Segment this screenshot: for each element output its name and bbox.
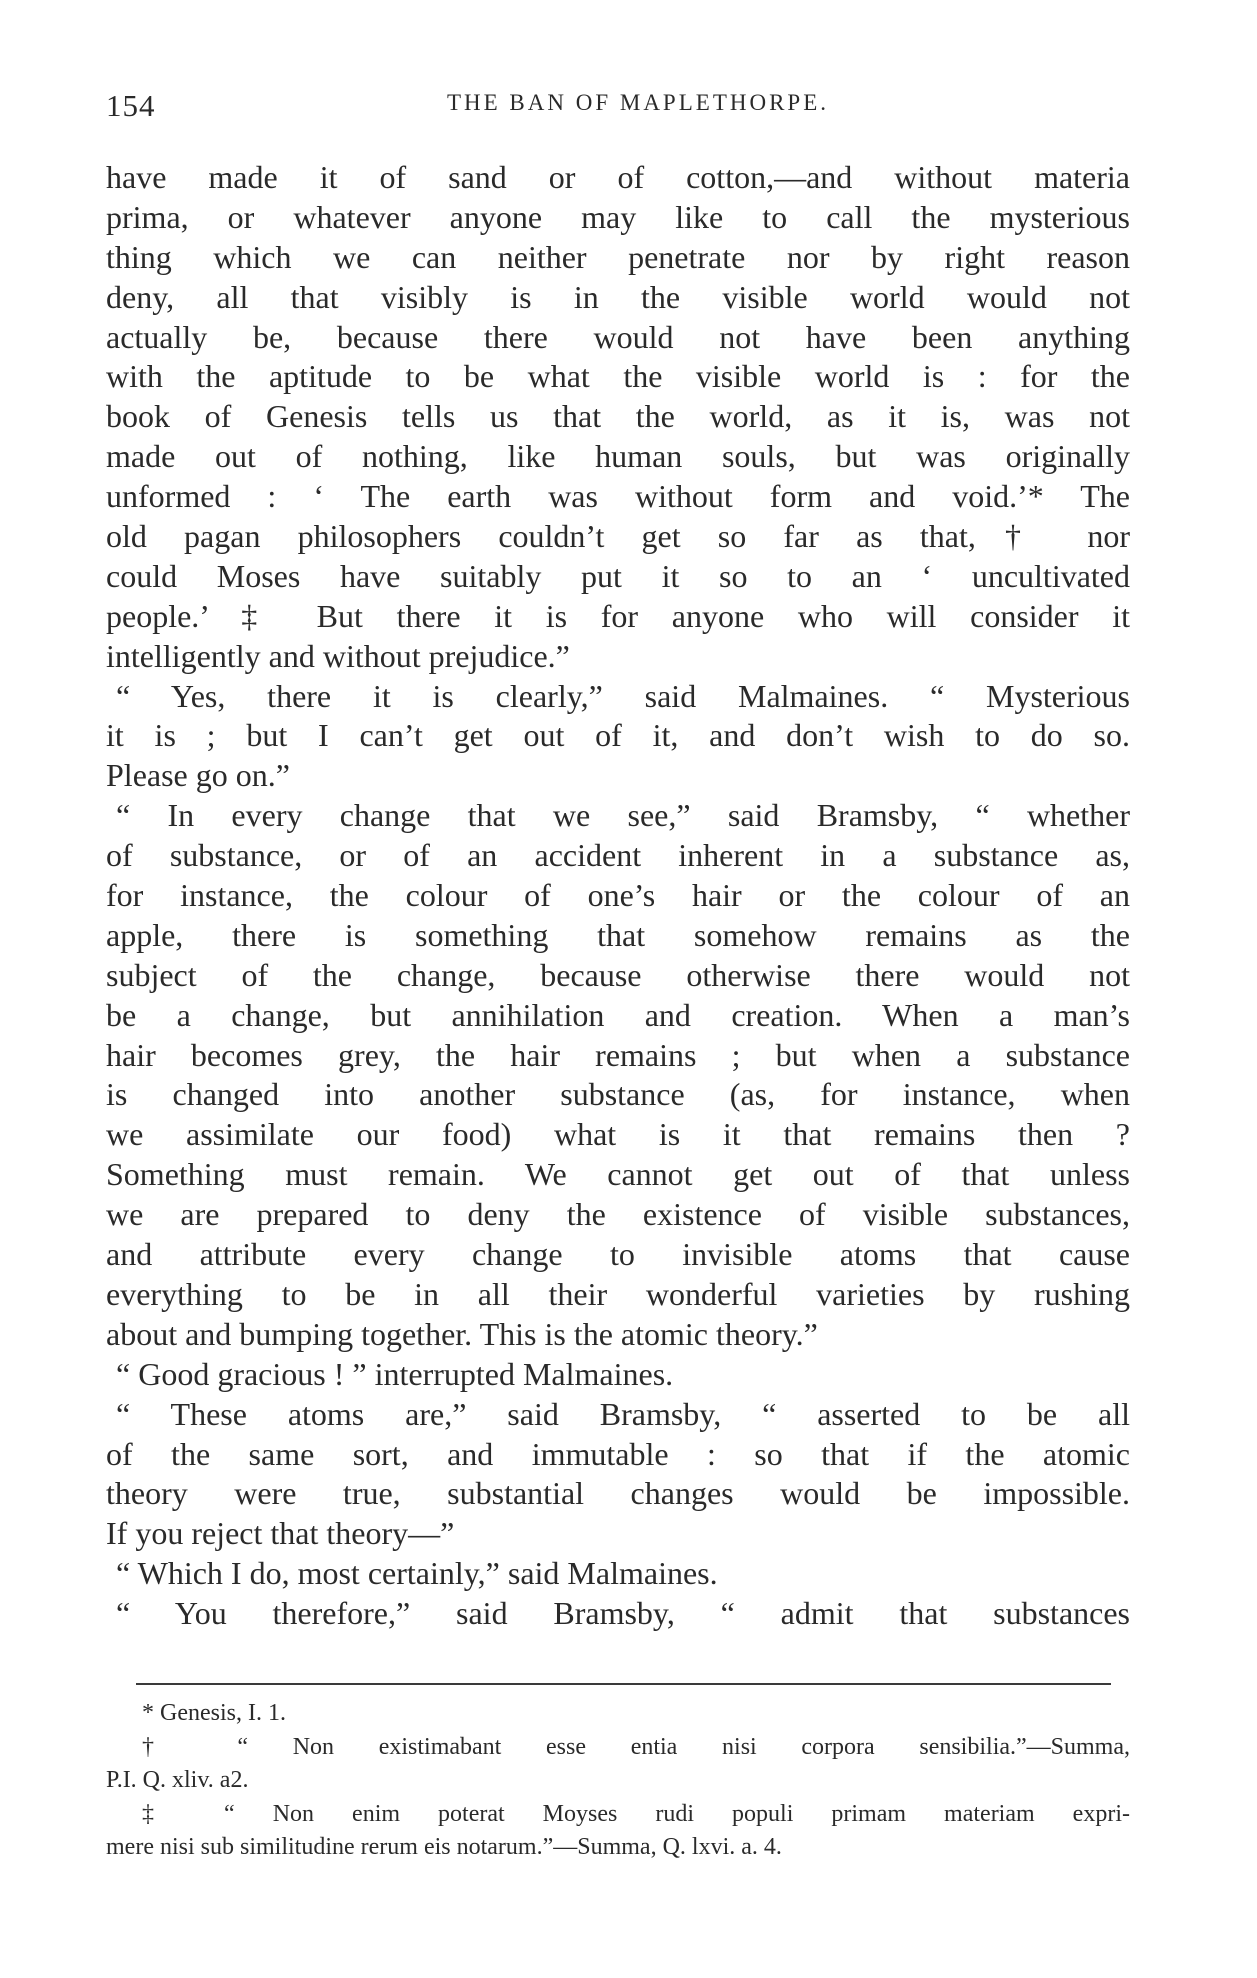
text-line: Something must remain. We cannot get out of that unless xyxy=(106,1156,1130,1193)
text-line: theory were true, substantial changes would be impossible. xyxy=(106,1475,1130,1512)
text-line: for instance, the colour of one’s hair or the colour of an xyxy=(106,877,1130,914)
text-line: could Moses have suitably put it so to an ‘ uncultivated xyxy=(106,557,1130,594)
running-head xyxy=(106,88,1130,128)
footnote-line: † “ Non existimabant esse entia nisi corpora sensibilia.”—Summa, xyxy=(142,1733,1130,1760)
text-line: it is ; but I can’t get out of it, and don’t wish to do so. xyxy=(106,717,1130,754)
text-line: hair becomes grey, the hair remains ; but when a substance xyxy=(106,1036,1130,1073)
text-line: thing which we can neither penetrate nor by right reason xyxy=(106,238,1130,275)
text-line: “ Yes, there it is clearly,” said Malmaines. “ Mysterious xyxy=(116,677,1130,714)
text-line: about and bumping together. This is the atomic theory.” xyxy=(106,1315,818,1352)
text-line: If you reject that theory—” xyxy=(106,1515,455,1552)
running-title: THE BAN OF MAPLETHORPE. xyxy=(446,90,830,115)
footnote-line: mere nisi sub similitudine rerum eis notarum.”—Summa, Q. lxvi. a. 4. xyxy=(106,1834,782,1860)
text-line: Please go on.” xyxy=(106,757,290,794)
text-line: of substance, or of an accident inherent in a substance as, xyxy=(106,837,1130,874)
text-line: we are prepared to deny the existence of visible substances, xyxy=(106,1196,1130,1233)
text-line: apple, there is something that somehow remains as the xyxy=(106,916,1130,953)
text-line: book of Genesis tells us that the world, as it is, was not xyxy=(106,398,1130,435)
text-line: “ These atoms are,” said Bramsby, “ asserted to be all xyxy=(116,1395,1130,1432)
text-line: subject of the change, because otherwise there would not xyxy=(106,956,1130,993)
text-line: everything to be in all their wonderful varieties by rushing xyxy=(106,1275,1130,1312)
page-number: 154 xyxy=(106,88,156,123)
text-line: we assimilate our food) what is it that remains then ? xyxy=(106,1116,1130,1153)
text-line: unformed : ‘ The earth was without form and void.’* The xyxy=(106,478,1130,515)
text-line: old pagan philosophers couldn’t get so far as that,† nor xyxy=(106,518,1130,555)
text-line: people.’ ‡ But there it is for anyone who will consider it xyxy=(106,597,1130,634)
footnotes xyxy=(106,1697,1130,1865)
text-line: deny, all that visibly is in the visible world would not xyxy=(106,278,1130,315)
text-line: actually be, because there would not have been anything xyxy=(106,318,1130,355)
text-line: with the aptitude to be what the visible world is : for the xyxy=(106,358,1130,395)
text-line: and attribute every change to invisible atoms that cause xyxy=(106,1236,1130,1273)
text-line: be a change, but annihilation and creation. When a man’s xyxy=(106,996,1130,1033)
text-line: “ Which I do, most certainly,” said Malmaines. xyxy=(116,1555,718,1592)
text-line: intelligently and without prejudice.” xyxy=(106,637,570,674)
text-line: have made it of sand or of cotton,—and without materia xyxy=(106,159,1130,195)
body-text xyxy=(106,158,1130,1634)
text-line: “ In every change that we see,” said Bramsby, “ whether xyxy=(116,797,1130,834)
text-line: “ You therefore,” said Bramsby, “ admit that substances xyxy=(116,1595,1130,1632)
text-line: of the same sort, and immutable : so that if the atomic xyxy=(106,1435,1130,1472)
text-line: made out of nothing, like human souls, but was originally xyxy=(106,438,1130,475)
text-line: prima, or whatever anyone may like to call the mysterious xyxy=(106,198,1130,235)
footnote-line: P.I. Q. xliv. a2. xyxy=(106,1767,249,1793)
text-line: is changed into another substance (as, for instance, when xyxy=(106,1076,1130,1113)
footnote-line: ‡ “ Non enim poterat Moyses rudi populi primam materiam expri- xyxy=(142,1800,1130,1827)
footnote-rule xyxy=(136,1683,1111,1685)
footnote-line: * Genesis, I. 1. xyxy=(142,1700,286,1726)
text-line: “ Good gracious ! ” interrupted Malmaines. xyxy=(116,1355,674,1392)
